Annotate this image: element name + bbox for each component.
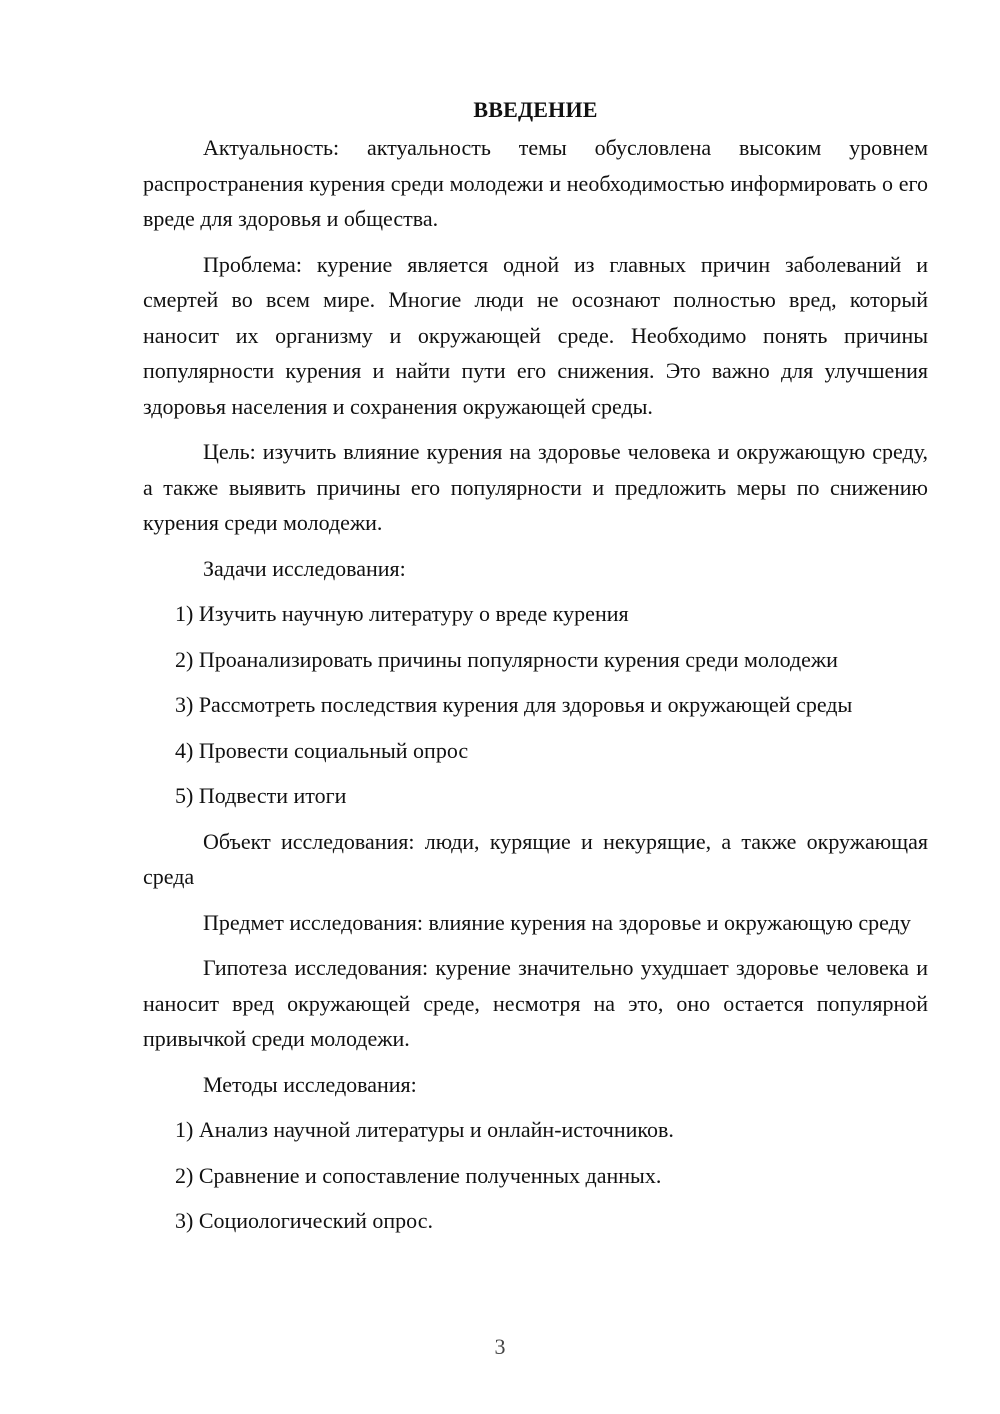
hypothesis-paragraph: Гипотеза исследования: курение значительно ухудшает здоровье человека и наносит вред окружающей среде, несмотря на это, оно остается популярной привычкой среди молодежи. (143, 955, 928, 1051)
task-item: 4) Провести социальный опрос (175, 737, 469, 763)
methods-heading: Методы исследования: (203, 1071, 417, 1097)
task-item: 5) Подвести итоги (175, 783, 347, 808)
task-item: 2) Проанализировать причины популярности курения среди молодежи (175, 646, 838, 672)
method-item: 3) Социологический опрос. (175, 1208, 433, 1233)
tasks-heading: Задачи исследования: (203, 555, 406, 581)
task-item: 3) Рассмотреть последствия курения для здоровья и окружающей среды (175, 692, 853, 717)
document-page (143, 92, 928, 1249)
page-number: 3 (494, 1334, 506, 1359)
goal-paragraph: Цель: изучить влияние курения на здоровье человека и окружающую среду, а также выявить причины его популярности и предложить меры по снижению курения среди молодежи. (143, 439, 928, 535)
problem-paragraph: Проблема: курение является одной из главных причин заболеваний и смертей во всем мире. Многие люди не осознают полностью вред, который наносит их организму и окружающей среде. Необходимо понять причины популярности курения и найти пути его снижения. Это важно для улучшения здоровья населения и сохранения окружающей среды. (143, 251, 928, 419)
relevance-paragraph: Актуальность: актуальность темы обусловлена высоким уровнем распространения курения среди молодежи и необходимостью информировать о его вреде для здоровья и общества. (143, 135, 928, 231)
object-paragraph: Объект исследования: люди, курящие и некурящие, а также окружающая среда (143, 828, 928, 889)
subject-paragraph: Предмет исследования: влияние курения на здоровье и окружающую среду (203, 909, 911, 935)
task-item: 1) Изучить научную литературу о вреде курения (175, 601, 629, 626)
method-item: 2) Сравнение и сопоставление полученных данных. (175, 1162, 662, 1188)
section-title: ВВЕДЕНИЕ (473, 97, 598, 122)
method-item: 1) Анализ научной литературы и онлайн-источников. (175, 1117, 674, 1142)
